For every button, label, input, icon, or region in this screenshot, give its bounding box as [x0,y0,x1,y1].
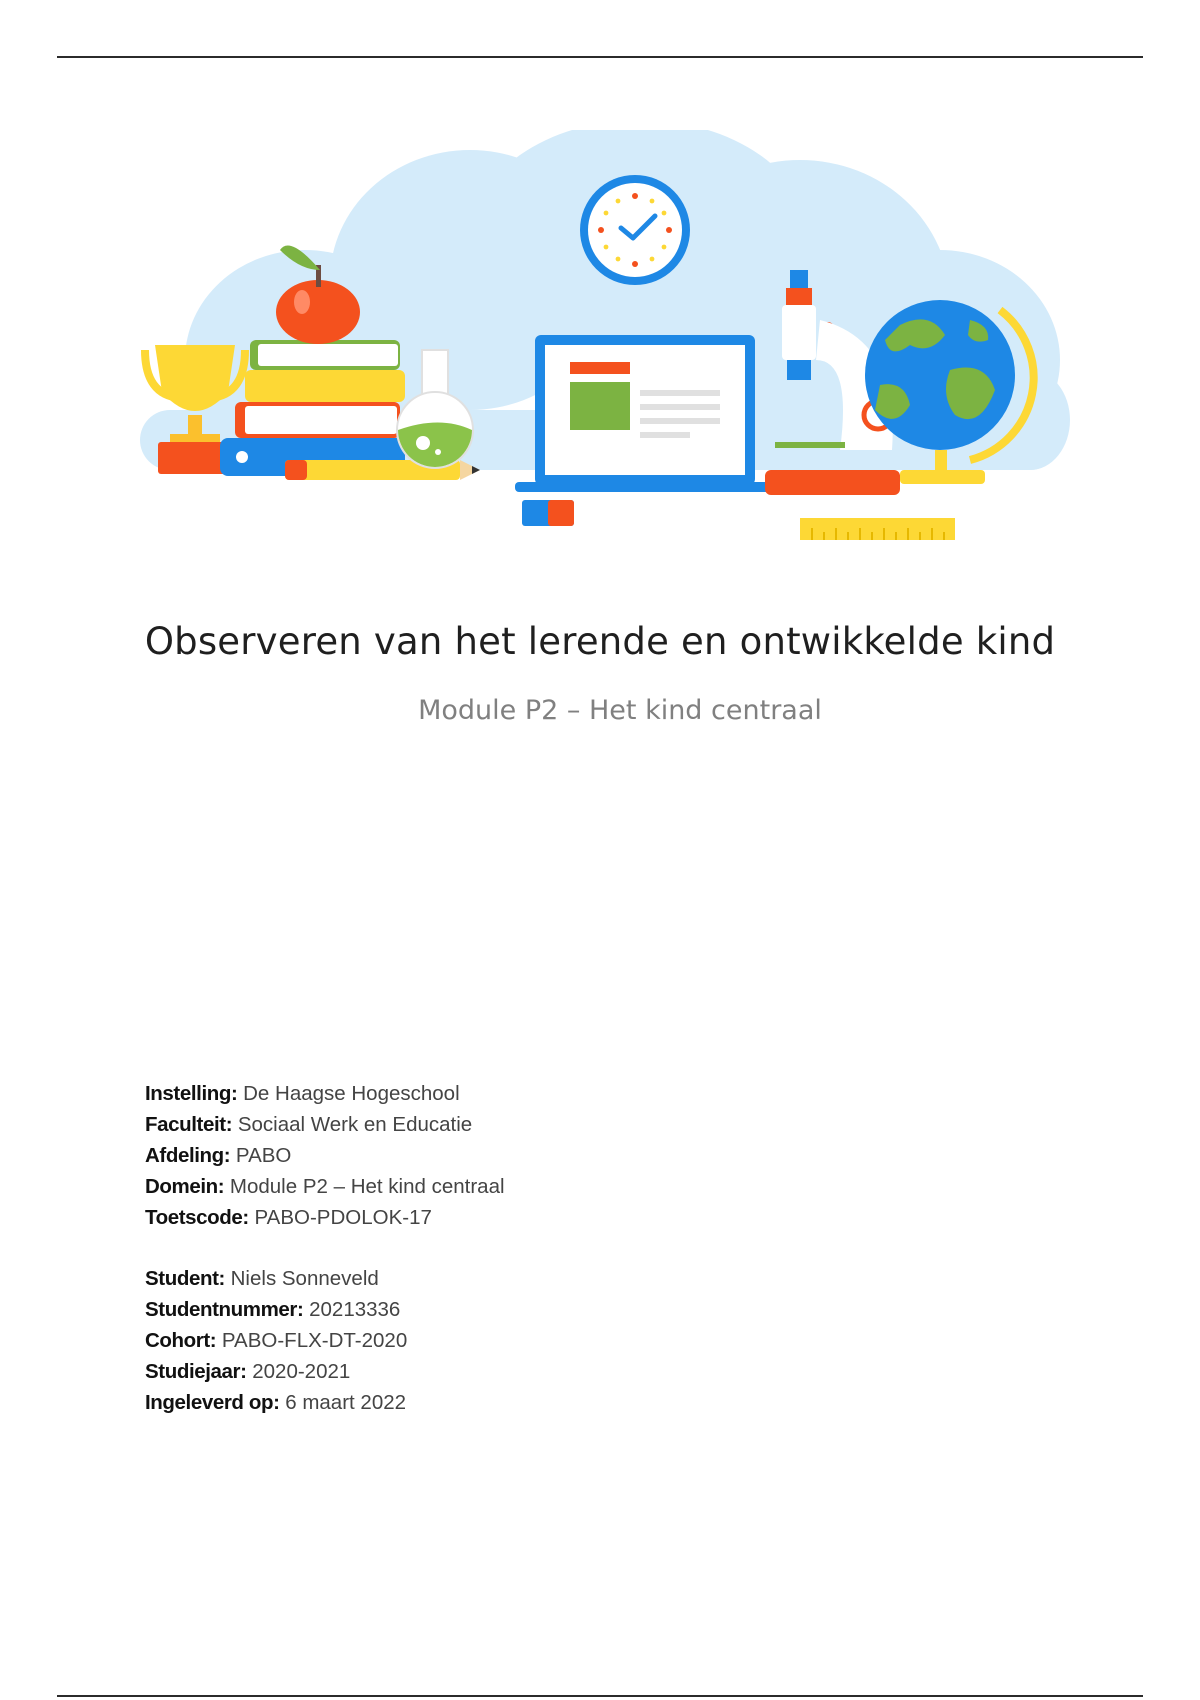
detail-value: De Haagse Hogeschool [243,1082,460,1105]
detail-value: 2020-2021 [252,1360,351,1383]
laptop-icon [515,335,775,492]
detail-label: Domein: [145,1175,225,1198]
detail-label: Ingeleverd op: [145,1391,280,1414]
detail-row-studentnummer [145,1294,407,1325]
detail-label: Toetscode: [145,1206,249,1229]
eraser-icon [522,500,574,526]
top-rule [57,56,1143,58]
detail-row-toetscode [145,1202,505,1233]
ruler-icon [800,518,955,540]
detail-label: Cohort: [145,1329,217,1352]
document-title: Observeren van het lerende en ontwikkelde kind [144,620,1056,663]
clock-icon [580,175,690,285]
cover-illustration [140,130,1090,560]
detail-row-instelling [145,1078,505,1109]
detail-label: Studentnummer: [145,1298,304,1321]
detail-value: PABO-FLX-DT-2020 [221,1329,408,1352]
detail-label: Student: [145,1267,225,1290]
detail-value: 6 maart 2022 [285,1391,407,1414]
institution-details [145,1078,505,1233]
detail-label: Faculteit: [145,1113,233,1136]
document-subtitle: Module P2 – Het kind centraal [418,695,822,726]
detail-value: 20213336 [309,1298,401,1321]
bottom-rule [57,1695,1143,1697]
detail-value: Sociaal Werk en Educatie [237,1113,473,1136]
detail-label: Instelling: [145,1082,238,1105]
detail-value: Niels Sonneveld [230,1267,379,1290]
student-details [145,1263,407,1418]
detail-value: PABO [235,1144,292,1167]
detail-label: Studiejaar: [145,1360,247,1383]
detail-row-ingeleverd [145,1387,407,1418]
detail-label: Afdeling: [145,1144,231,1167]
detail-row-afdeling [145,1140,505,1171]
detail-row-student [145,1263,407,1294]
detail-value: PABO-PDOLOK-17 [254,1206,432,1229]
detail-value: Module P2 – Het kind centraal [229,1175,505,1198]
detail-row-studiejaar [145,1356,407,1387]
detail-row-domein [145,1171,505,1202]
detail-row-cohort [145,1325,407,1356]
detail-row-faculteit [145,1109,505,1140]
